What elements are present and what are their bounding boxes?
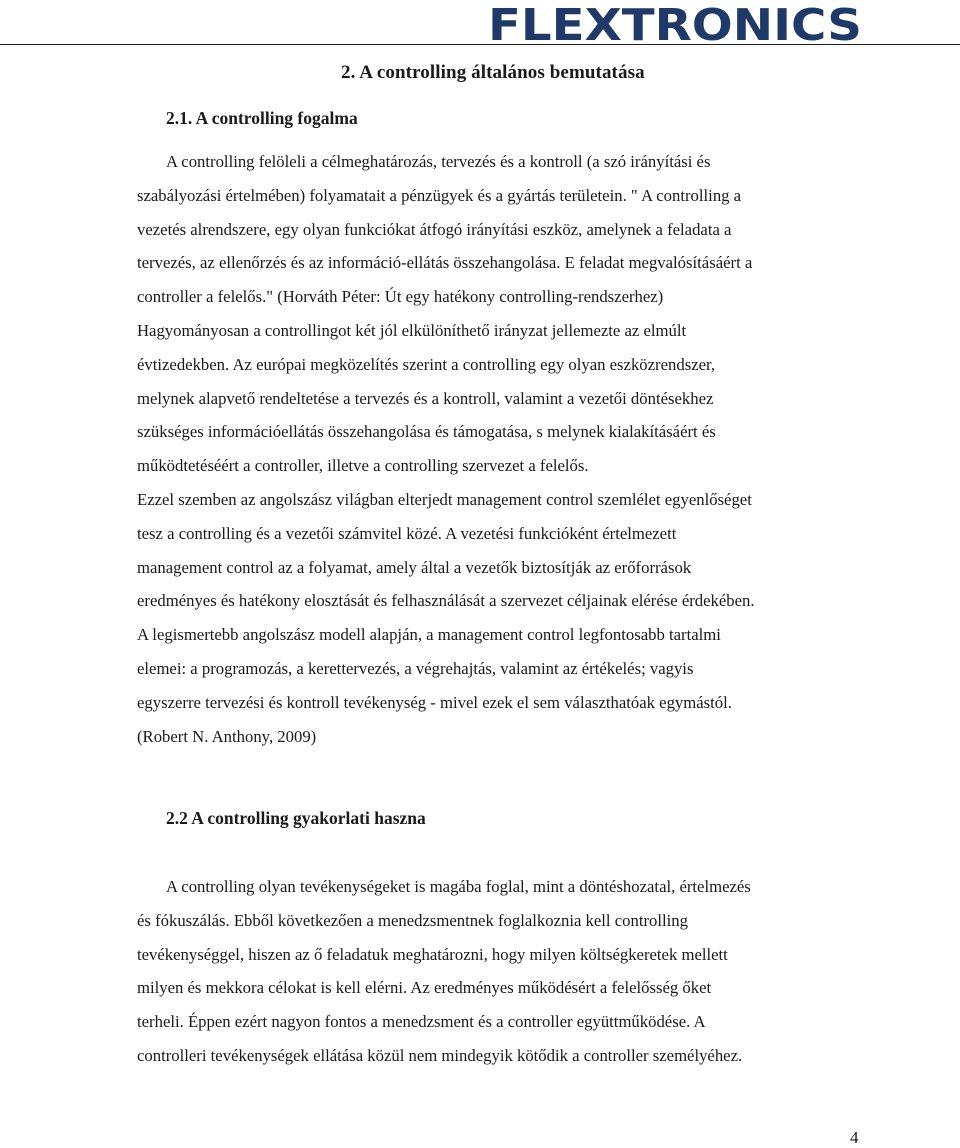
text-line: melynek alapvető rendeltetése a tervezés és a kontroll, valamint a vezetői döntésekhez [137, 388, 714, 408]
text-line: A legismertebb angolszász modell alapján, a management control legfontosabb tartalmi [137, 625, 721, 645]
header-rule [0, 44, 960, 45]
section-2-2-body [137, 870, 862, 1073]
section-heading-2-1: 2.1. A controlling fogalma [166, 108, 358, 128]
text-line: terheli. Éppen ezért nagyon fontos a menedzsment és a controller együttműködése. A [137, 1012, 706, 1032]
text-line: vezetés alrendszere, egy olyan funkciókat átfogó irányítási eszköz, amelynek a feladata a [137, 219, 732, 239]
page-number: 4 [850, 1128, 859, 1147]
text-line: controlleri tevékenységek ellátása közül nem mindegyik kötődik a controller személyéhez. [137, 1045, 743, 1065]
text-line: management control az a folyamat, amely által a vezetők biztosítják az erőforrások [137, 557, 692, 577]
text-line: tesz a controlling és a vezetői számvitel közé. A vezetési funkcióként értelmezett [137, 523, 677, 543]
text-line: szabályozási értelmében) folyamatait a pénzügyek és a gyártás területein. " A controlling a [137, 185, 742, 205]
text-line: milyen és mekkora célokat is kell elérni. Az eredményes működésért a felelősség őket [137, 978, 712, 998]
text-line: elemei: a programozás, a kerettervezés, a végrehajtás, valamint az értékelés; vagyis [137, 658, 694, 678]
text-line: egyszerre tervezési és kontroll tevékenység - mivel ezek el sem választhatóak egymástól. [137, 692, 732, 712]
text-line: szükséges információellátás összehangolása és támogatása, s melynek kialakításáért és [137, 422, 716, 442]
text-line: eredményes és hatékony elosztását és felhasználását a szervezet céljainak elérése érdekében. [137, 591, 755, 611]
text-line: A controlling olyan tevékenységeket is magába foglal, mint a döntéshozatal, értelmezés [166, 877, 751, 896]
text-line: A controlling felöleli a célmeghatározás, tervezés és a kontroll (a szó irányítási és [166, 152, 711, 171]
text-line: (Robert N. Anthony, 2009) [137, 726, 317, 746]
text-line: évtizedekben. Az európai megközelítés szerint a controlling egy olyan eszközrendszer, [137, 354, 716, 374]
text-line: működtetéséért a controller, illetve a controlling szervezet a felelős. [137, 456, 589, 476]
text-line: tervezés, az ellenőrzés és az információ-ellátás összehangolása. E feladat megvalósításáért a [137, 253, 753, 273]
text-line: Ezzel szemben az angolszász világban elterjedt management control szemlélet egyenlőséget [137, 489, 752, 509]
chapter-heading: 2. A controlling általános bemutatása [341, 62, 645, 83]
section-2-1-body [137, 145, 862, 753]
section-heading-2-2: 2.2 A controlling gyakorlati haszna [166, 808, 426, 828]
logo-text: FLEXTRONICS [488, 0, 862, 46]
flextronics-logo [486, 0, 866, 46]
text-line: controller a felelős." (Horváth Péter: Út egy hatékony controlling-rendszerhez) [137, 287, 664, 307]
text-line: Hagyományosan a controllingot két jól elkülöníthető irányzat jellemezte az elmúlt [137, 320, 687, 340]
text-line: és fókuszálás. Ebből következően a menedzsmentnek foglalkoznia kell controlling [137, 910, 688, 930]
text-line: tevékenységgel, hiszen az ő feladatuk meghatározni, hogy milyen költségkeretek mellett [137, 944, 728, 964]
